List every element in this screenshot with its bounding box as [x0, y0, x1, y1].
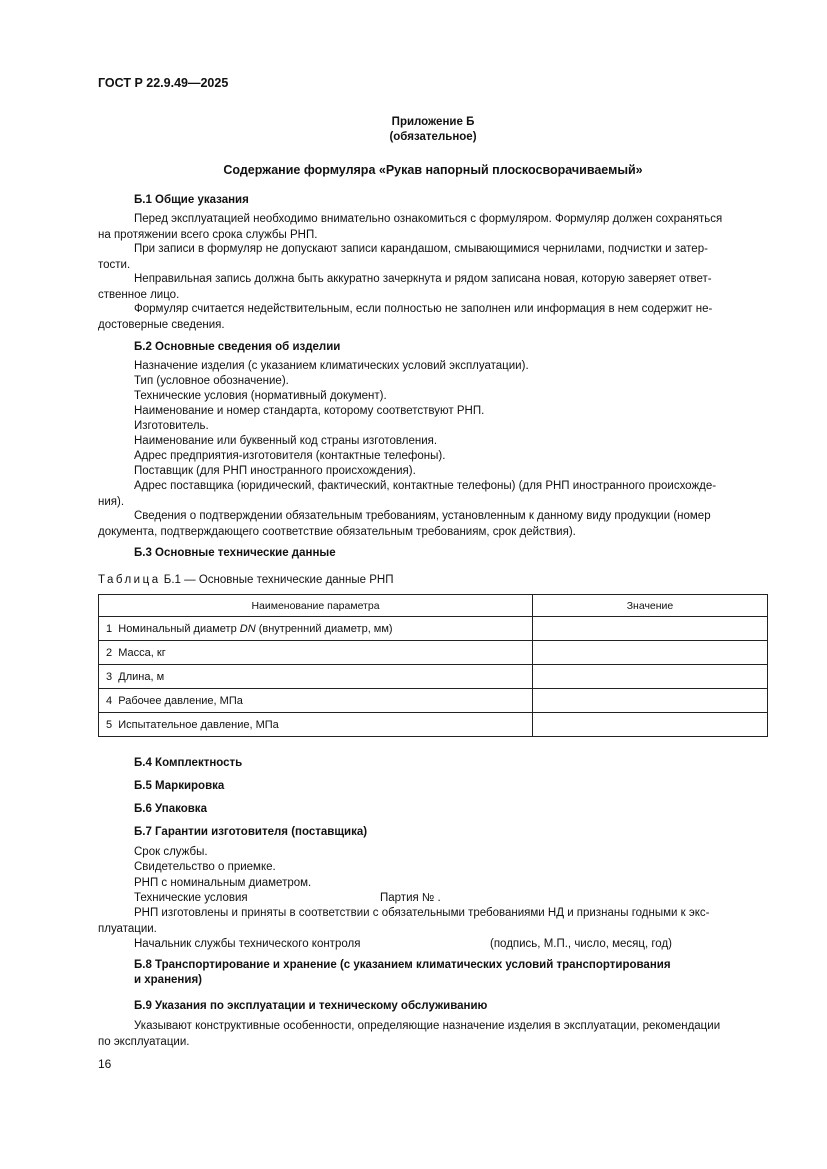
appendix-title: Приложение Б	[391, 116, 475, 128]
value-cell	[533, 689, 768, 713]
row-number: 3	[106, 670, 113, 683]
section-b4-heading: Б.4 Комплектность	[134, 757, 243, 769]
b2-line: Наименование и номер стандарта, которому соответствуют РНП.	[134, 405, 485, 417]
appendix-status: (обязательное)	[389, 131, 477, 143]
value-cell	[533, 665, 768, 689]
b1-p4-line-1: Формуляр считается недействительным, если полностью не заполнен или информация в нем содержит не-	[134, 303, 713, 315]
table-row	[99, 641, 768, 665]
value-cell	[533, 617, 768, 641]
section-b3-heading: Б.3 Основные технические данные	[134, 547, 336, 559]
section-b7-heading: Б.7 Гарантии изготовителя (поставщика)	[134, 826, 368, 838]
parameter-cell	[99, 665, 533, 689]
column-header-value: Значение	[533, 595, 768, 617]
b1-p4-line-2: достоверные сведения.	[98, 318, 225, 331]
b2-line: Адрес предприятия-изготовителя (контактные телефоны).	[134, 450, 446, 462]
row-number: 1	[106, 622, 113, 635]
row-number: 4	[106, 694, 113, 707]
b7-chief-label: Начальник службы технического контроля	[134, 938, 361, 950]
b7-acceptance-line-1: РНП изготовлены и приняты в соответствии с обязательными требованиями НД и признаны годными к экс-	[134, 907, 710, 919]
section-b9-heading: Б.9 Указания по эксплуатации и техническому обслуживанию	[134, 1000, 488, 1012]
section-b2-heading: Б.2 Основные сведения об изделии	[134, 341, 341, 353]
b2-conformity-line-2: документа, подтверждающего соответствие обязательным требованиям, срок действия).	[98, 525, 576, 538]
b1-p3-line-2: ственное лицо.	[98, 288, 180, 301]
table-caption-word: Таблица	[98, 574, 161, 586]
b2-line: Поставщик (для РНП иностранного происхождения).	[134, 465, 416, 477]
b1-p2-line-2: тости.	[98, 258, 131, 271]
section-b6-heading: Б.6 Упаковка	[134, 803, 207, 815]
parameter-cell	[99, 689, 533, 713]
table-caption-text: Б.1 — Основные технические данные РНП	[160, 574, 394, 586]
table-row	[99, 665, 768, 689]
parameter-text: Масса, кг	[118, 646, 166, 659]
b9-line-1: Указывают конструктивные особенности, определяющие назначение изделия в эксплуатации, рекомендации	[134, 1020, 721, 1032]
b9-paragraph	[98, 1019, 768, 1050]
b2-line: Технические условия (нормативный документ).	[134, 390, 387, 402]
parameter-text: Испытательное давление, МПа	[118, 718, 279, 731]
b1-paragraph-2	[98, 242, 768, 273]
parameter-text: Длина, м	[118, 670, 165, 683]
b8-heading-line-2: и хранения)	[134, 974, 202, 986]
b7-line: Технические условия	[134, 892, 248, 904]
b1-paragraph-3	[98, 272, 768, 303]
table-header-row	[99, 595, 768, 617]
value-cell	[533, 641, 768, 665]
b2-line: Изготовитель.	[134, 420, 209, 432]
b8-heading-line-1: Б.8 Транспортирование и хранение (с указанием климатических условий транспортирования	[134, 959, 671, 971]
b2-line: Тип (условное обозначение).	[134, 375, 289, 387]
b7-acceptance	[98, 906, 768, 937]
parameter-cell	[99, 617, 533, 641]
table-caption	[98, 574, 393, 586]
page-number: 16	[98, 1057, 112, 1071]
parameter-text: Номинальный диаметр	[118, 622, 240, 635]
b9-line-2: по эксплуатации.	[98, 1035, 190, 1048]
parameter-cell	[99, 713, 533, 737]
b1-p3-line-1: Неправильная запись должна быть аккуратно зачеркнута и рядом записана новая, которую заверяет ответ-	[134, 273, 712, 285]
parameter-symbol: DN	[239, 622, 256, 635]
table-row	[99, 713, 768, 737]
parameter-cell	[99, 641, 533, 665]
b2-supplier-address	[98, 479, 768, 510]
section-b8-heading	[134, 958, 734, 988]
document-code: ГОСТ Р 22.9.49—2025	[98, 76, 229, 90]
parameters-table	[98, 594, 768, 737]
b1-paragraph-1	[98, 212, 768, 243]
column-header-parameter: Наименование параметра	[99, 595, 533, 617]
row-number: 5	[106, 718, 113, 731]
parameter-text-suffix: (внутренний диаметр, мм)	[255, 622, 393, 635]
parameter-text: Рабочее давление, МПа	[118, 694, 243, 707]
b1-paragraph-4	[98, 302, 768, 333]
b2-conformity	[98, 509, 768, 540]
b7-acceptance-line-2: плуатации.	[98, 922, 157, 935]
value-cell	[533, 713, 768, 737]
row-number: 2	[106, 646, 113, 659]
b2-line: Наименование или буквенный код страны изготовления.	[134, 435, 438, 447]
b2-conformity-line-1: Сведения о подтверждении обязательным требованиям, установленным к данному виду продукции (номер	[134, 510, 711, 522]
b1-p1-line-2: на протяжении всего срока службы РНП.	[98, 228, 318, 241]
page-title: Содержание формуляра «Рукав напорный плоскосворачиваемый»	[223, 163, 643, 177]
section-b5-heading: Б.5 Маркировка	[134, 780, 225, 792]
b7-line: Срок службы.	[134, 846, 208, 858]
b2-address-line-1: Адрес поставщика (юридический, фактический, контактные телефоны) (для РНП иностранного происхожде-	[134, 480, 717, 492]
section-b1-heading: Б.1 Общие указания	[134, 194, 249, 206]
b7-line: Свидетельство о приемке.	[134, 861, 276, 873]
b2-address-line-2: ния).	[98, 495, 125, 508]
b1-p2-line-1: При записи в формуляр не допускают записи карандашом, смывающимися чернилами, подчистки и затер-	[134, 243, 708, 255]
table-row	[99, 617, 768, 641]
b7-line: РНП с номинальным диаметром.	[134, 877, 312, 889]
b7-signature-note: (подпись, М.П., число, месяц, год)	[490, 938, 672, 950]
b2-line: Назначение изделия (с указанием климатических условий эксплуатации).	[134, 360, 529, 372]
b7-batch-number: Партия № .	[380, 892, 441, 904]
table-row	[99, 689, 768, 713]
b1-p1-line-1: Перед эксплуатацией необходимо внимательно ознакомиться с формуляром. Формуляр должен сохраняться	[134, 213, 723, 225]
